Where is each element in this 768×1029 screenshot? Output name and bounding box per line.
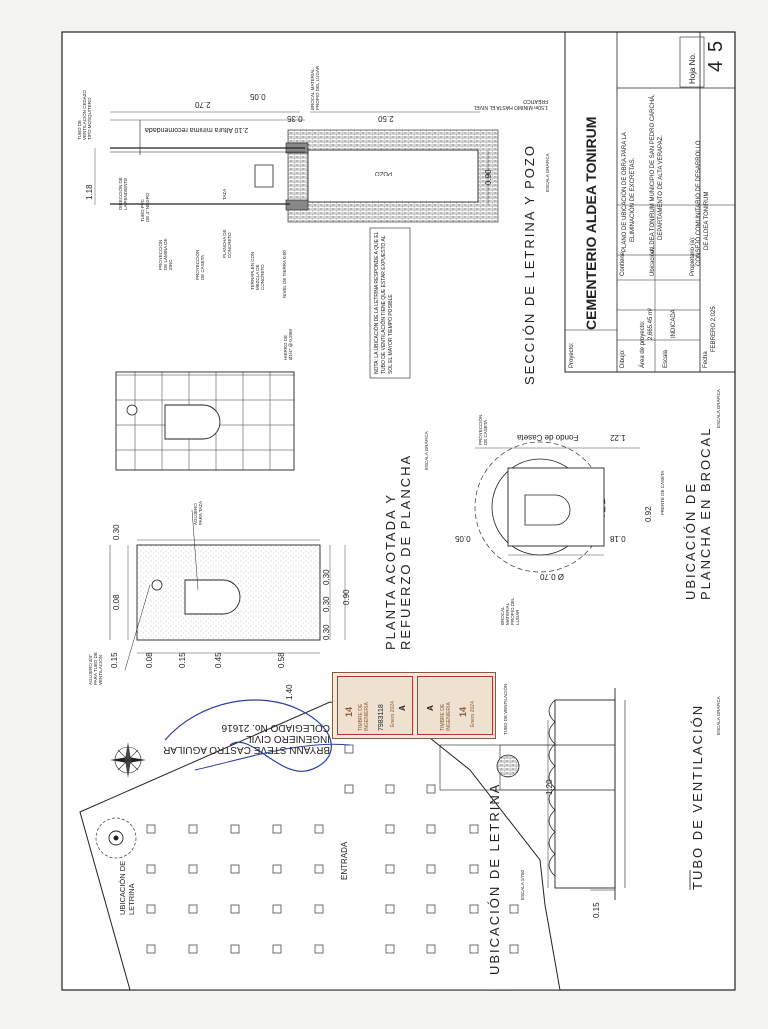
proyeccion-lamina-label: PROYECCIÓN DE LÁMINA DE ZINC: [158, 238, 173, 270]
dim-0-90b: 0.90: [484, 169, 493, 185]
propietario-text-1: CONSEJO COMUNITARIO DE DESARROLLO: [696, 140, 702, 266]
title-tubo-ventilacion: TUBO DE VENTILACIÓN: [690, 703, 705, 890]
fondo-caseta-label: Fondo de Caseta: [517, 433, 579, 442]
stamp-1: [337, 676, 413, 735]
fecha-value: FEBRERO 2,025: [711, 306, 717, 352]
contiene-text-2: ELIMINACIÓN DE EXCRETAS.: [630, 157, 636, 242]
nivel-freatico-label: 1.50m MINIMO HASTA EL NIVEL FREATICO: [473, 98, 548, 110]
dim-0-08b: 0.08: [112, 594, 121, 610]
escala-grafica-4: ESCALA GRÁFICA: [545, 153, 550, 192]
engineer-stamp: [160, 722, 330, 755]
entrada-label: ENTRADA: [340, 841, 349, 880]
taza-label: TAZA: [222, 188, 227, 200]
propietario-label: Propietario (a):: [690, 236, 696, 276]
stamp-1-value: 14: [344, 706, 354, 717]
stamp-2-mark: A: [426, 705, 435, 711]
escala-grafica-1: ESCALA GRÁFICA: [716, 696, 721, 735]
stamp-1-serial: 7983118: [378, 704, 385, 731]
engineering-stamps: [332, 672, 496, 739]
proyecto-label: Proyecto:: [569, 342, 575, 368]
frente-caseta-label: FRENTE DE CASETA: [660, 470, 665, 515]
stamp-1-line1: TIMBRE DE INGENIERIA: [358, 702, 370, 731]
hoja-total: 5: [705, 40, 727, 52]
project-title: CEMENTERIO ALDEA TONIRUM: [583, 116, 599, 330]
dim-1-22: 1.22: [610, 433, 626, 442]
ubicacion-letrina-tag: UBICACIÓN DE LETRINA: [118, 860, 136, 915]
title-ubicacion-plancha: UBICACIÓN DE PLANCHA EN BROCAL: [683, 426, 713, 600]
contiene-label: Contiene: [620, 251, 626, 276]
dim-0-15b: 0.15: [110, 652, 119, 668]
escala-label: Escala: [663, 349, 669, 368]
dim-0-05: 0.05: [455, 534, 471, 543]
dim-0-70: Ø 0.70: [540, 572, 565, 581]
hierro-label: HIERRO DE Ø1/4" @ 0.20M: [283, 329, 293, 360]
title-seccion-letrina: SECCIÓN DE LETRINA Y POZO: [522, 144, 537, 385]
ubicacion-label: Ubicación:: [650, 247, 656, 276]
stamp-1-date: Enero 2024: [390, 701, 396, 727]
escala-grafica-2: ESCALA GRÁFICA: [424, 431, 429, 470]
title-ubicacion-letrina: UBICACIÓN DE LETRINA: [487, 782, 502, 975]
dibujo-label: Dibujo:: [620, 349, 626, 368]
stamp-2-date: Enero 2024: [470, 701, 476, 727]
dim-0-08a: 0.08: [145, 652, 154, 668]
agujero-tubo-label: AGUJERO 3/4" PARA TUBO DE VENTILACIÓN: [88, 652, 103, 685]
proyeccion-caseta-2-label: PROYECCIÓN DE CASETA: [195, 249, 205, 280]
nivel-tierra-label: NIVEL DE TIERRA 0.00: [282, 250, 287, 298]
tubo-pvc-label: TUBO PVC DE 4" NEGRO: [140, 192, 150, 222]
escala-1750: ESCALA 1/750: [520, 869, 525, 900]
brocal-material-label: BROCAL MATERIAL PROPIO DEL LUGAR: [500, 597, 520, 625]
ubicacion-text-2: DEPARTAMENTO DE ALTA VERAPAZ.: [658, 135, 664, 240]
stamp-2-value: 14: [458, 706, 468, 717]
ubicacion-text-1: ALDEA TONIRUM MUNICIPIO DE SAN PEDRO CARCHÁ,: [650, 94, 656, 252]
agujero-taza-label: AGUJERO PARA TAZA: [193, 500, 203, 525]
escala-value: INDICADA: [671, 309, 677, 338]
dim-0-15c: 0.15: [592, 902, 601, 918]
stamp-2-line1: TIMBRE DE INGENIERIA: [440, 702, 452, 731]
dim-1-20: 1.20: [545, 779, 554, 795]
fecha-label: Fecha: [703, 351, 709, 368]
hoja-label: Hoja No.: [688, 52, 697, 84]
escala-grafica-3: ESCALA GRÁFICA: [716, 389, 721, 428]
proyeccion-caseta-label: PROYECCIÓN DE CASETA: [478, 414, 488, 445]
tubo-cedazo-label: TUBO DE VENTILACIÓN CEDAZO TIPO MOSQUITERO: [77, 89, 92, 140]
stamp-2: [417, 676, 493, 735]
dim-0-92: 0.92: [644, 506, 653, 522]
dim-0-18: 0.18: [610, 534, 626, 543]
direccion-pendiente-label: DIRECCIÓN DE LA PENDIENTE: [118, 177, 128, 210]
stamp-1-mark: A: [398, 705, 407, 711]
plancha-concreto-label: PLANCHA DE CONCRETO: [222, 229, 232, 258]
dim-1-40: 1.40: [285, 684, 294, 700]
propietario-text-2: DE ALDEA TONIRUM: [704, 191, 710, 250]
altura-minima-label: 2.10 Altura mínima recomendada: [145, 126, 249, 133]
dim-0-90a: 0.90: [342, 589, 351, 605]
pozo-label: POZO: [375, 170, 393, 176]
dim-2-50: 2.50: [378, 114, 394, 123]
dim-1-18: 1.18: [85, 184, 94, 200]
area-value: 2,665.45 m²: [648, 307, 654, 340]
dim-0-30d: 0.30: [322, 624, 331, 640]
dim-0-45: 0.45: [214, 652, 223, 668]
tubo-ventilacion-tag: TUBO DE VENTILACIÓN: [503, 683, 508, 735]
contiene-text-1: PLANO DE UBICACIÓN DE OBRA PARA LA: [622, 132, 628, 252]
area-label: Área de proyecto:: [640, 320, 646, 368]
nota-text: NOTA: LA UBICACIÓN DE LA LETRINA RESPONDE A QUE EL TUBO DE VENTILACIÓN TIENE QUE ESTAR EXPUESTO AL SOL EL MAYOR TIEMPO POSIBLE: [374, 231, 394, 374]
engineer-colegiado: COLEGIADO No. 21616: [221, 722, 330, 733]
dim-0-30c: 0.30: [322, 596, 331, 612]
dim-0-15a: 0.15: [178, 652, 187, 668]
title-planta-acotada: PLANTA ACOTADA Y REFUERZO DE PLANCHA: [383, 453, 413, 650]
dim-0-30a: 0.30: [112, 524, 121, 540]
dim-0-30b: 0.30: [322, 569, 331, 585]
dim-0-05b: 0.05: [250, 92, 266, 101]
dim-2-70: 2.70: [195, 100, 211, 109]
engineer-title: INGENIERO CIVIL: [246, 733, 330, 744]
engineer-name: BRYANN STEVE CASTRO AGUILAR: [163, 744, 330, 755]
brocal-seccion-label: BROCAL MATERIAL PROPIO DEL LUGAR: [310, 65, 320, 110]
terraplen-label: TERRAPLÉN CON MEZCLA DE CONCRETO: [250, 251, 265, 290]
dim-0-35: 0.35: [287, 114, 303, 123]
hoja-number: 4: [705, 60, 727, 72]
dim-0-58: 0.58: [277, 652, 286, 668]
